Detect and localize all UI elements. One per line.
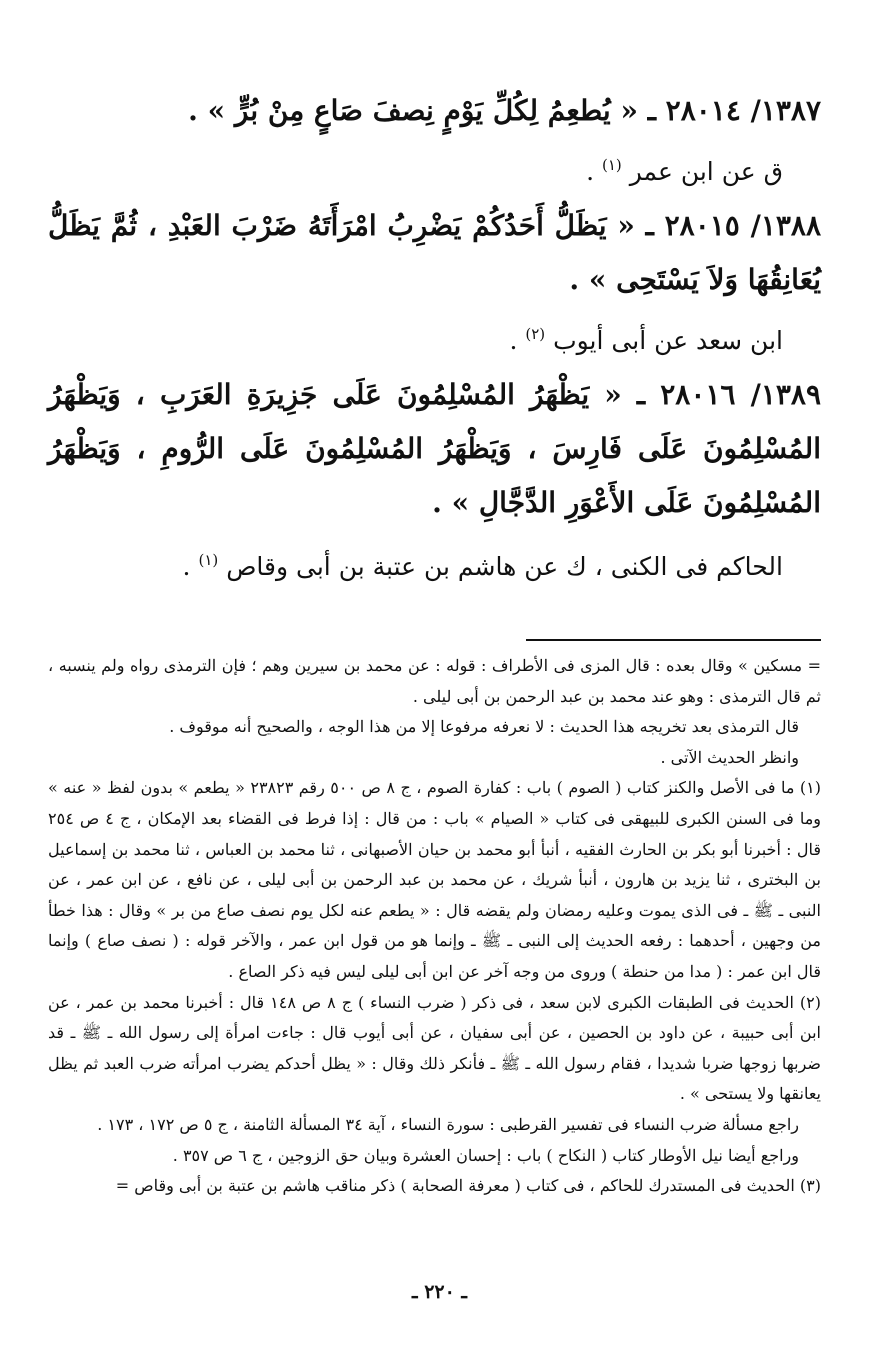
source-1389 (48, 530, 821, 597)
footnote-ref: (١) (198, 551, 219, 569)
footnote-divider (526, 639, 821, 641)
source-1387 (48, 138, 821, 199)
footnote-continuation-2: قال الترمذى بعد تخريجه هذا الحديث : لا نعرفه مرفوعا إلا من هذا الوجه ، والصحيح أنه موقوف . (169, 717, 799, 737)
source-text: ق عن ابن عمر (629, 157, 783, 186)
main-text (48, 84, 821, 597)
source-text: ابن سعد عن أبى أيوب (553, 326, 783, 355)
hadith-1387: ١٣٨٧/ ٢٨٠١٤ ـ « يُطعِمُ لِكُلِّ يَوْمٍ نِصفَ صَاعٍ مِنْ بُرٍّ » . (188, 94, 821, 127)
footnote-continuation: = مسكين » وقال بعده : قال المزى فى الأطراف : قوله : عن محمد بن سيرين وهم ؛ فإن الترمذى رواه ولم ينسبه ، ثم قال الترمذى : وهو عند محمد بن عبد الرحمن بن أبى ليلى . (48, 656, 821, 706)
footnotes (48, 651, 821, 1202)
footnote-1: (١) ما فى الأصل والكنز كتاب ( الصوم ) باب : كفارة الصوم ، ج ٨ ص ٥٠٠ رقم ٢٣٨٢٣ « يطعم » بدون لفظ « عنه » وما فى السنن الكبرى للبيهقى فى كتاب « الصيام » باب : من قال : إذا فرط فى القضاء بعد الإمكان ، ج ٤ ص ٢٥٤ قال : أخبرنا أبو بكر بن الحارث الفقيه ، أنبأ أبو محمد بن حيان الأصبهانى ، ثنا محمد بن العباس ، ثنا محمد بن إسماعيل بن البخترى ، ثنا يزيد بن هارون ، أنبأ شريك ، عن محمد بن عبد الرحمن بن أبى ليلى ، عن نافع ، عن ابن عمر ، عن النبى ـ ﷺ ـ فى الذى يموت وعليه رمضان ولم يقضه قال : « يطعم عنه لكل يوم نصف صاع من بر » وقال : هذا خطأ من وجهين ، أحدهما : رفعه الحديث إلى النبى ـ ﷺ ـ وإنما هو من قول ابن عمر ، والآخر قوله : ( نصف صاع ) وإنما قال ابن عمر : ( مدا من حنطة ) وروى من وجه آخر عن ابن أبى ليلى ليس فيه ذكر الصاع . (48, 778, 821, 981)
footnote-3: (٣) الحديث فى المستدرك للحاكم ، فى كتاب ( معرفة الصحابة ) ذكر مناقب هاشم بن عتبة بن أبى وقاص = (115, 1176, 821, 1196)
source-end: . (182, 552, 199, 581)
source-end: . (509, 326, 526, 355)
footnote-continuation-3: وانظر الحديث الآتى . (660, 747, 799, 767)
footnote-ref: (٢) (525, 325, 546, 343)
hadith-1388: ١٣٨٨/ ٢٨٠١٥ ـ « يَظَلُّ أَحَدُكُمْ يَضْرِبُ امْرَأَتَهُ ضَرْبَ العَبْدِ ، ثُمَّ يَظَلُّ يُعَانِقُهَا وَلاَ يَسْتَحِى » . (48, 209, 821, 296)
page-number: ـ ٢٢٠ ـ (412, 1281, 467, 1303)
footnote-ref: (١) (601, 156, 622, 174)
footnote-2: (٢) الحديث فى الطبقات الكبرى لابن سعد ، فى ذكر ( ضرب النساء ) ج ٨ ص ١٤٨ قال : أخبرنا محمد بن عمر ، عن ابن أبى حبيبة ، عن داود بن الحصين ، عن أبى سفيان ، عن أبى أيوب قال : جاءت امرأة إلى رسول الله ـ ﷺ ـ قد ضربها زوجها ضربا شديدا ، فقام رسول الله ـ ﷺ ـ فأنكر ذلك وقال : « يظل أحدكم يضرب امرأته ضرب العبد ثم يظل يعانقها ولا يستحى » . (48, 992, 822, 1104)
footnote-2-ref-a: راجع مسألة ضرب النساء فى تفسير القرطبى : سورة النساء ، آية ٣٤ المسألة الثامنة ، ج ٥ ص ١٧٢ ، ١٧٣ . (97, 1114, 799, 1134)
source-1388 (48, 307, 821, 368)
source-end: . (586, 157, 602, 186)
hadith-1389: ١٣٨٩/ ٢٨٠١٦ ـ « يَظْهَرُ المُسْلِمُونَ عَلَى جَزِيرَةِ العَرَبِ ، وَيَظْهَرُ المُسْلِمُونَ عَلَى فَارِسَ ، وَيَظْهَرُ المُسْلِمُونَ عَلَى الرُّومِ ، وَيَظْهَرُ المُسْلِمُونَ عَلَى الأَعْوَرِ الدَّجَّالِ » . (48, 378, 821, 519)
source-text: الحاكم فى الكنى ، ك عن هاشم بن عتبة بن أبى وقاص (226, 552, 783, 581)
footnote-2-ref-b: وراجع أيضا نيل الأوطار كتاب ( النكاح ) باب : إحسان العشرة وبيان حق الزوجين ، ج ٦ ص ٣٥٧ . (172, 1145, 799, 1165)
